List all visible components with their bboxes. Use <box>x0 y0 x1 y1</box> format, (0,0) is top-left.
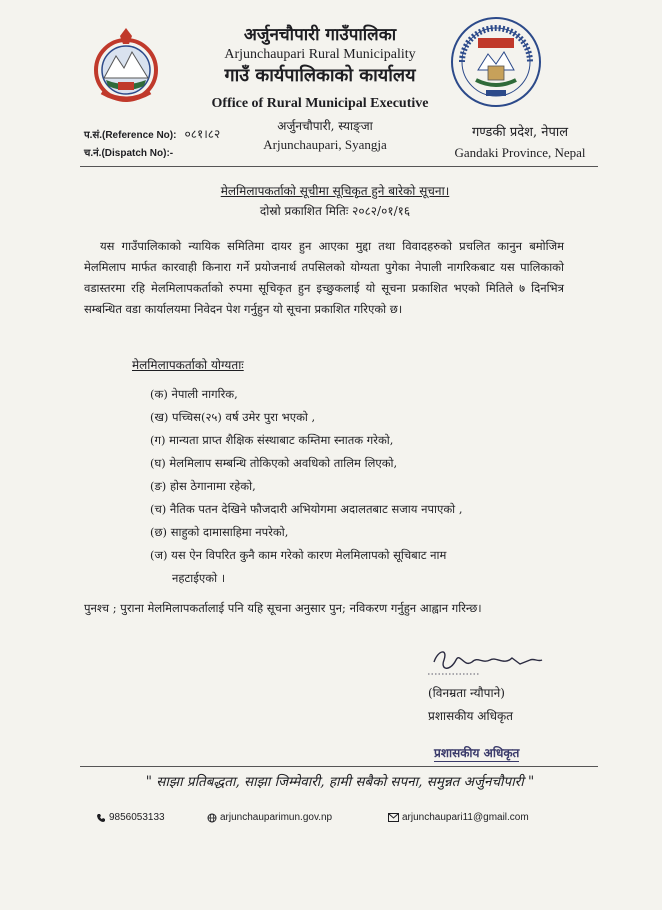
envelope-icon <box>388 813 399 822</box>
reference-number <box>84 125 220 142</box>
signature-icon <box>420 642 550 682</box>
header-divider <box>80 166 598 167</box>
municipality-name-nepali: अर्जुनचौपारी गाउँपालिका <box>243 25 397 45</box>
dispatch-label: च.नं.(Dispatch No):- <box>84 148 174 159</box>
list-item: (ख) पच्चिस(२५) वर्ष उमेर पुरा भएको , <box>150 410 316 424</box>
municipality-seal-icon <box>448 14 544 110</box>
phone-icon <box>96 813 106 823</box>
list-item: (घ) मेलमिलाप सम्बन्धि तोकिएको अवधिको तालिम लिएको, <box>150 456 398 470</box>
list-item: (ग) मान्यता प्राप्त शैक्षिक संस्थाबाट कम्तिमा स्नातक गरेको, <box>150 433 394 447</box>
publish-date: दोस्रो प्रकाशित मितिः २०८२/०१/१६ <box>259 204 411 218</box>
footer-phone <box>96 812 165 823</box>
list-item: (ज) यस ऐन विपरित कुनै काम गरेको कारण मेलमिलापको सूचिबाट नाम <box>150 548 447 562</box>
notice-body: यस गाउँपालिकाको न्यायिक समितिमा दायर हुन आएका मुद्दा तथा विवादहरुको प्रचलित कानुन बमोजिम मेलमिलाप मार्फत कारवाही किनारा गर्ने प्रयोजनार्थ तपसिलको योग्यता पुगेका नेपाली नागरिकबाट यस पालिकाको वडास्तरमा रहि मेलमिलापकर्ताको रुपमा सूचिकृत हुन इच्छुकलाई यो सूचना प्रकाशित भएको मितिले ७ दिनभित्र सम्बन्धित वडा कार्यालयमा निवेदन पेश गर्नुहुन यो सूचना प्रकाशित गरिएको छ। <box>84 239 564 316</box>
letterhead <box>170 24 470 114</box>
qualifications-list <box>150 383 570 590</box>
province-nepali: गण्डकी प्रदेश, नेपाल <box>471 125 569 140</box>
signatory-title: प्रशासकीय अधिकृत <box>428 709 514 723</box>
official-stamp: प्रशासकीय अधिकृत <box>434 746 520 760</box>
slogan: " साझा प्रतिबद्धता, साझा जिम्मेवारी, हामी सबैको सपना, समुन्नत अर्जुनचौपारी " <box>145 774 535 790</box>
list-item: नहटाईएको । <box>172 571 226 585</box>
province-english: Gandaki Province, Nepal <box>454 145 586 160</box>
address-block <box>240 118 410 154</box>
office-name-english: Office of Rural Municipal Executive <box>211 96 429 111</box>
globe-icon <box>207 813 217 823</box>
list-item: (ङ) होस ठेगानामा रहेको, <box>150 479 256 493</box>
footer-web <box>207 812 332 823</box>
list-item: (च) नैतिक पतन देखिने फौजदारी अभियोगमा अदालतबाट सजाय नपाएको , <box>150 502 463 516</box>
nepal-emblem-icon <box>90 26 162 106</box>
notice-subject: मेलमिलापकर्ताको सूचीमा सूचिकृत हुने बारेको सूचना। <box>220 184 450 198</box>
dispatch-number <box>84 145 173 159</box>
email-link[interactable]: arjunchaupari11@gmail.com <box>402 812 529 823</box>
postscript: पुनश्च ; पुराना मेलमिलापकर्तालाई पनि यहि सूचना अनुसार पुन; नविकरण गर्नुहुन आह्वान गरिन्छ। <box>84 601 482 615</box>
website-link[interactable]: arjunchauparimun.gov.np <box>220 812 333 823</box>
address-english: Arjunchaupari, Syangja <box>263 137 387 152</box>
reference-label: प.सं.(Reference No): <box>84 130 177 141</box>
address-nepali: अर्जुनचौपारी, स्याङ्जा <box>277 119 373 133</box>
footer-email <box>388 812 529 823</box>
signatory-name: (विनम्रता न्यौपाने) <box>428 686 505 700</box>
list-item: (छ) साहुको दामासाहिमा नपरेको, <box>150 525 289 539</box>
qualifications-heading: मेलमिलापकर्ताको योग्यताः <box>132 358 244 372</box>
office-name-nepali: गाउँ कार्यपालिकाको कार्यालय <box>224 65 416 86</box>
reference-value: ०८१।८२ <box>184 127 221 141</box>
municipality-name-english: Arjunchaupari Rural Municipality <box>224 47 416 62</box>
list-item: (क) नेपाली नागरिक, <box>150 387 238 401</box>
phone-number: 9856053133 <box>109 812 165 823</box>
province-block <box>440 124 600 162</box>
footer-divider <box>80 766 598 767</box>
